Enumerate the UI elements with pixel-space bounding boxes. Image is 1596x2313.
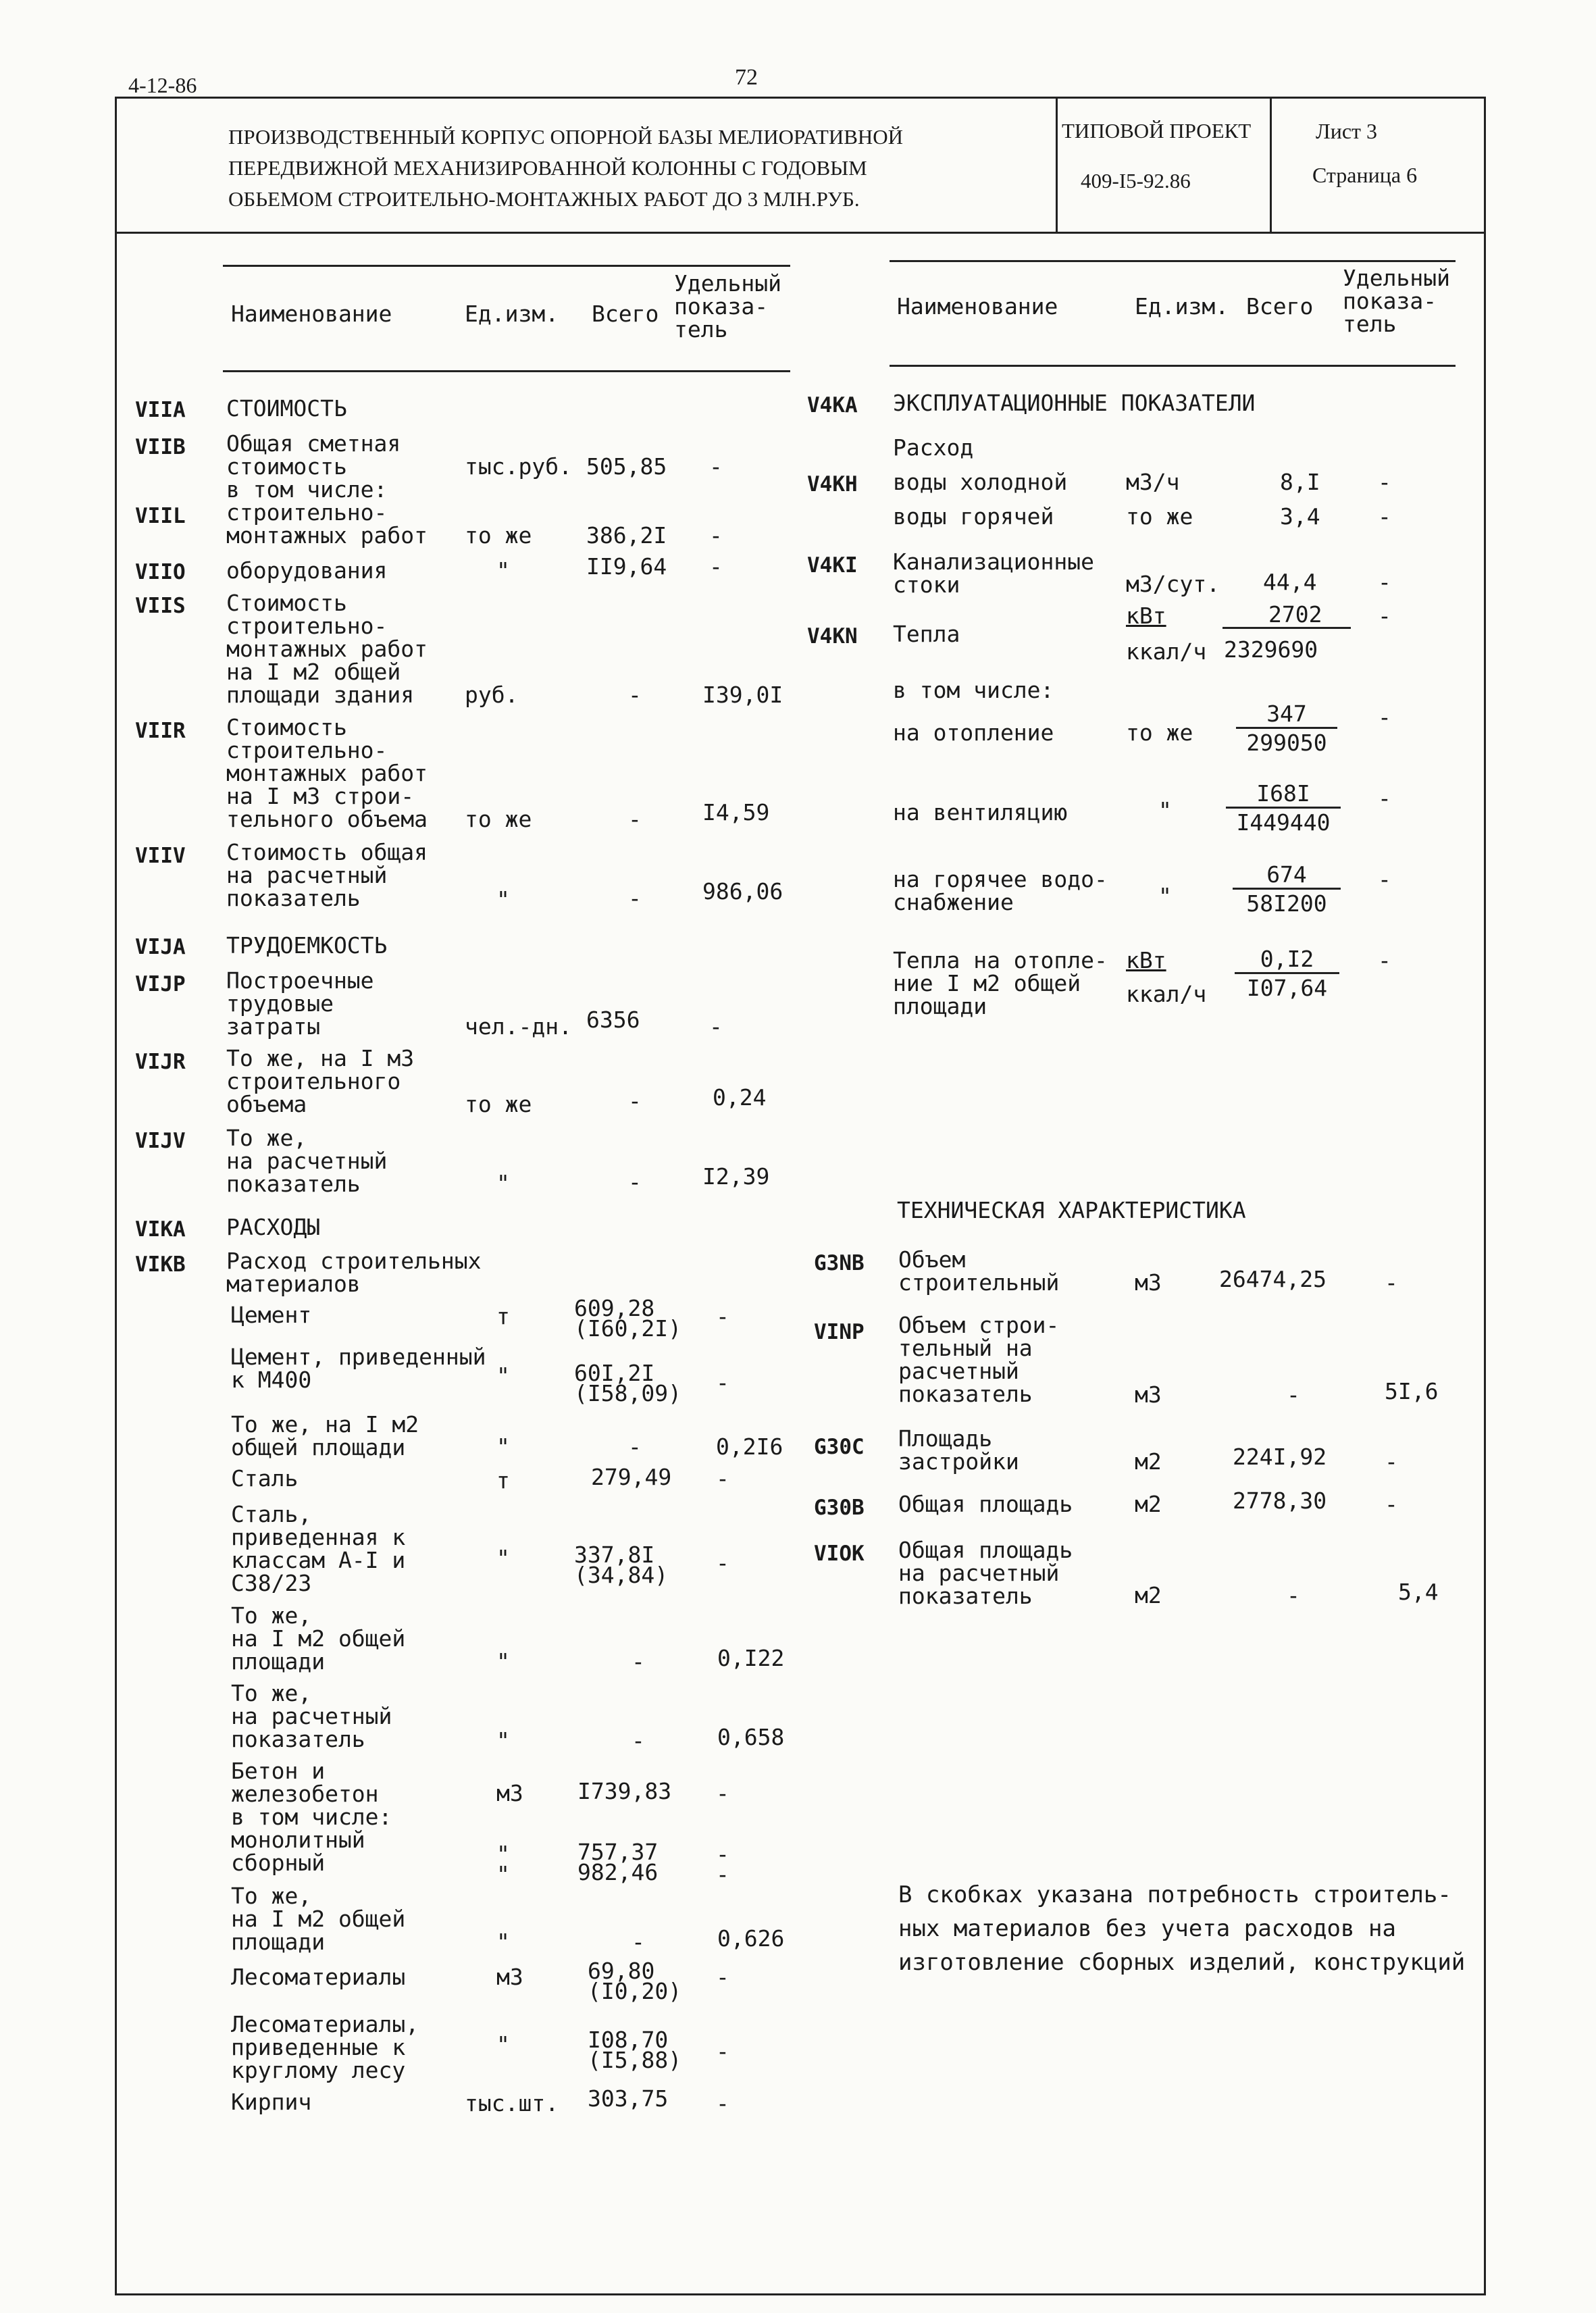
heat-fraction-line	[1222, 627, 1351, 629]
row-code: G30C	[814, 1435, 865, 1459]
material-specific: -	[716, 1465, 729, 1492]
row-code: VIIA	[135, 398, 186, 422]
material-total: I739,83 757,37 982,46	[577, 1778, 672, 1885]
vent-fraction	[1226, 782, 1341, 834]
material-unit: "	[496, 1727, 510, 1754]
row-total: 26474,25	[1219, 1266, 1327, 1292]
row-unit: то же	[465, 806, 532, 832]
row-unit: чел.-дн.	[465, 1013, 572, 1040]
material-total: 337,8I (34,84)	[574, 1542, 669, 1588]
material-unit: т	[496, 1467, 510, 1494]
page-number: 72	[735, 65, 758, 90]
row-code: G3NB	[814, 1251, 865, 1275]
material-specific: -	[716, 2090, 729, 2116]
row-name: на отопление	[893, 719, 1054, 746]
material-unit: м3 " "	[496, 1780, 523, 1887]
section-title: СТОИМОСТЬ	[226, 395, 347, 422]
row-unit: м3/ч	[1126, 469, 1180, 495]
vent-kcal: I449440	[1236, 809, 1331, 836]
row-unit: тыс.руб.	[465, 453, 572, 480]
row-total: -	[1287, 1381, 1300, 1408]
row-unit: "	[1158, 883, 1172, 909]
material-unit: т	[496, 1303, 510, 1329]
row-total: -	[628, 806, 642, 832]
row-specific: -	[1378, 704, 1391, 730]
row-specific: I39,0I	[702, 682, 783, 708]
heat-m2-kw: 0,I2	[1235, 948, 1339, 974]
left-header-name: Наименование	[231, 301, 392, 327]
material-specific: -	[716, 1369, 729, 1396]
row-name: Построечные трудовые затраты	[226, 967, 374, 1040]
row-specific: 5,4	[1398, 1579, 1439, 1605]
title-divider-2	[1270, 97, 1272, 232]
row-unit: м2	[1135, 1491, 1162, 1517]
row-total: II9,64	[586, 553, 667, 580]
heat-unit-kw: кВт	[1126, 603, 1166, 629]
material-unit: "	[496, 1648, 510, 1675]
material-total: 60I,2I (I58,09)	[574, 1360, 681, 1406]
row-code: VIIO	[135, 560, 186, 584]
row-specific: -	[1385, 1269, 1398, 1296]
material-name: Сталь, приведенная к классам А-I и С38/23	[231, 1501, 406, 1596]
row-unit: то же	[465, 522, 532, 549]
section-title: ЭКСПЛУАТАЦИОННЫЕ ПОКАЗАТЕЛИ	[893, 390, 1256, 416]
left-header-bottom-rule	[223, 370, 790, 372]
row-unit: "	[496, 1170, 510, 1196]
row-unit: руб.	[465, 682, 519, 708]
row-code: VINP	[814, 1320, 865, 1344]
row-code: VIIB	[135, 435, 186, 459]
row-name: Стоимость строительно- монтажных работ на I м3 строи- тельного объема	[226, 714, 428, 832]
material-specific: -	[716, 2038, 729, 2064]
right-header-top-rule	[890, 260, 1456, 262]
material-specific: -	[716, 1550, 729, 1576]
heating-kcal: 299050	[1246, 730, 1327, 756]
row-name: Стоимость общая на расчетный показатель	[226, 839, 428, 911]
row-code: VIJA	[135, 935, 186, 959]
row-name: Общая площадь	[898, 1491, 1073, 1517]
row-unit: м3/сут.	[1126, 571, 1220, 597]
row-unit: "	[496, 557, 510, 584]
project-number: 409-I5-92.86	[1081, 169, 1191, 193]
material-total: -	[632, 1929, 645, 1955]
row-code: V4KA	[807, 393, 858, 417]
row-total: -	[628, 1169, 642, 1195]
heat-m2-unit-kw: кВт	[1126, 947, 1166, 973]
material-name: Цемент	[231, 1302, 312, 1328]
right-header-bottom-rule	[890, 365, 1456, 367]
material-name: То же, на I м2 общей площади	[231, 1411, 419, 1460]
row-total: -	[628, 682, 642, 708]
right-header-specific: Удельный показа- тель	[1343, 265, 1450, 337]
material-total: -	[632, 1648, 645, 1675]
row-code: VIIV	[135, 844, 186, 868]
row-specific: I2,39	[702, 1163, 770, 1190]
row-code: VIIL	[135, 504, 186, 528]
row-name: Общая сметная стоимость в том числе:	[226, 430, 401, 503]
material-unit: "	[496, 1545, 510, 1571]
row-specific: -	[709, 553, 723, 580]
material-total: -	[628, 1433, 642, 1460]
row-unit: то же	[465, 1091, 532, 1117]
material-total: 303,75	[588, 2085, 669, 2112]
row-name: воды горячей	[893, 503, 1054, 530]
row-name: воды холодной	[893, 469, 1068, 495]
row-code: VIIS	[135, 594, 186, 618]
vent-kw: I68I	[1226, 782, 1341, 809]
material-name: То же, на расчетный показатель	[231, 1680, 392, 1752]
row-name: на вентиляцию	[893, 799, 1068, 825]
row-name: строительно- монтажных работ	[226, 499, 428, 549]
row-total: 3,4	[1280, 503, 1320, 530]
row-specific: -	[1385, 1491, 1398, 1517]
material-total: 279,49	[591, 1464, 672, 1490]
row-specific: -	[709, 453, 723, 480]
heat-m2-fraction	[1235, 948, 1339, 1000]
material-name: Цемент, приведенный к М400	[231, 1344, 486, 1393]
row-name: Объем строительный	[898, 1246, 1060, 1296]
row-name: Общая площадь на расчетный показатель	[898, 1537, 1073, 1609]
row-code: VIJR	[135, 1050, 186, 1074]
section-title: ТРУДОЕМКОСТЬ	[226, 932, 388, 959]
row-total: 224I,92	[1233, 1444, 1327, 1470]
material-total: I08,70 (I5,88)	[588, 2027, 682, 2073]
row-specific: -	[1378, 866, 1391, 892]
row-specific: -	[1378, 785, 1391, 811]
material-name: То же, на I м2 общей площади	[231, 1602, 406, 1675]
row-total: 6356	[586, 1007, 640, 1033]
section-title: РАСХОДЫ	[226, 1214, 321, 1240]
title-divider-1	[1056, 97, 1058, 232]
material-unit: тыс.шт.	[465, 2090, 559, 2116]
left-header-unit: Ед.изм.	[465, 301, 559, 327]
left-header-top-rule	[223, 265, 790, 267]
material-unit: "	[496, 1433, 510, 1460]
row-code: V4KH	[807, 472, 858, 497]
row-code: VIKA	[135, 1217, 186, 1242]
row-unit: м3	[1135, 1269, 1162, 1296]
row-specific: 5I,6	[1385, 1378, 1439, 1404]
row-name: Расход строительных материалов	[226, 1248, 482, 1297]
row-total: -	[1287, 1582, 1300, 1608]
material-total: 69,80 (I0,20)	[588, 1958, 682, 2004]
row-name: Тепла	[893, 621, 960, 647]
left-header-total: Всего	[592, 301, 659, 327]
row-unit: "	[1158, 797, 1172, 823]
material-name: Бетон и железобетон в том числе: монолитный сборный	[231, 1758, 392, 1876]
row-name: Стоимость строительно- монтажных работ на I м2 общей площади здания	[226, 590, 428, 708]
material-name: Лесоматериалы	[231, 1964, 406, 1990]
material-specific: 0,626	[717, 1925, 785, 1952]
row-specific: -	[1378, 947, 1391, 973]
material-specific: - - -	[716, 1780, 729, 1887]
row-name: То же, на I м3 строительного объема	[226, 1045, 415, 1117]
row-specific: 986,06	[702, 878, 783, 905]
row-code: VIJP	[135, 972, 186, 996]
row-unit: м3	[1135, 1381, 1162, 1408]
row-total: -	[628, 1088, 642, 1114]
row-specific: -	[1378, 569, 1391, 595]
row-specific: I4,59	[702, 799, 770, 825]
row-code: G30B	[814, 1496, 865, 1520]
heat-m2-unit-kcal: ккал/ч	[1126, 981, 1207, 1007]
material-name: Лесоматериалы, приведенные к круглому лесу	[231, 2011, 419, 2083]
hotwater-fraction	[1233, 863, 1341, 915]
doc-code: 4-12-86	[128, 73, 197, 97]
material-name: Сталь	[231, 1465, 299, 1492]
row-code: VIJV	[135, 1129, 186, 1153]
material-unit: "	[496, 2031, 510, 2058]
material-name: То же, на I м2 общей площади	[231, 1883, 406, 1955]
row-code: VIKB	[135, 1252, 186, 1277]
right-header-unit: Ед.изм.	[1135, 293, 1229, 320]
heat-unit-kcal: ккал/ч	[1126, 638, 1207, 665]
hotwater-kw: 674	[1233, 863, 1341, 890]
row-specific: -	[709, 522, 723, 549]
heating-kw: 347	[1236, 703, 1337, 729]
left-header-specific: Удельный показа- тель	[674, 270, 781, 342]
row-specific: -	[1378, 603, 1391, 629]
material-total: -	[632, 1727, 645, 1754]
row-unit: "	[496, 886, 510, 913]
heat-total-kcal: 2329690	[1224, 636, 1318, 663]
row-name: Площадь застройки	[898, 1425, 1019, 1475]
row-specific: 0,24	[713, 1084, 767, 1111]
row-total: 386,2I	[586, 522, 667, 549]
row-total: 505,85	[586, 453, 667, 480]
row-unit: м2	[1135, 1448, 1162, 1475]
row-name: Объем строи- тельный на расчетный показатель	[898, 1312, 1060, 1407]
footnote: В скобках указана потребность строитель- ных материалов без учета расходов на изготовление сборных изделий, конструкций	[898, 1881, 1466, 1976]
material-total: 609,28 (I60,2I)	[574, 1295, 681, 1342]
material-unit: "	[496, 1363, 510, 1389]
row-name: в том числе:	[893, 677, 1054, 703]
row-name: Тепла на отопле- ние I м2 общей площади	[893, 947, 1108, 1019]
title-block-bottom-line	[115, 232, 1486, 234]
page-label: Страница 6	[1312, 163, 1418, 187]
right-header-name: Наименование	[897, 293, 1058, 320]
material-specific: 0,658	[717, 1724, 785, 1750]
heating-fraction	[1236, 703, 1337, 755]
row-code: V4KN	[807, 624, 858, 649]
material-specific: 0,I22	[717, 1645, 785, 1671]
row-code: VIOK	[814, 1542, 865, 1566]
row-total: -	[628, 885, 642, 911]
row-total: 2778,30	[1233, 1488, 1327, 1514]
hotwater-kcal: 58I200	[1246, 890, 1327, 917]
material-specific: 0,2I6	[716, 1433, 783, 1460]
row-code: V4KI	[807, 553, 858, 578]
row-unit: то же	[1126, 503, 1193, 530]
heat-m2-kcal: I07,64	[1246, 975, 1328, 1001]
row-specific: -	[709, 1013, 723, 1040]
material-specific: -	[716, 1303, 729, 1329]
material-unit: "	[496, 1929, 510, 1955]
material-unit: м3	[496, 1964, 523, 1990]
row-specific: -	[1378, 469, 1391, 495]
row-name: Канализационные стоки	[893, 549, 1095, 598]
document-title: ПРОИЗВОДСТВЕННЫЙ КОРПУС ОПОРНОЙ БАЗЫ МЕЛИОРАТИВНОЙ ПЕРЕДВИЖНОЙ МЕХАНИЗИРОВАННОЙ КОЛОННЫ С ГОДОВЫМ ОБЬЕМОМ СТРОИТЕЛЬНО-МОНТАЖНЫХ РАБОТ ДО 3 МЛН.РУБ.	[228, 125, 904, 211]
row-unit: то же	[1126, 719, 1193, 746]
row-total: 8,I	[1280, 469, 1320, 495]
row-specific: -	[1378, 503, 1391, 530]
heat-total-kw: 2702	[1268, 601, 1322, 628]
material-specific: -	[716, 1964, 729, 1990]
section-title: ТЕХНИЧЕСКАЯ ХАРАКТЕРИСТИКА	[897, 1197, 1246, 1223]
row-name: оборудования	[226, 557, 388, 584]
right-header-total: Всего	[1246, 293, 1314, 320]
row-total: 44,4	[1263, 569, 1317, 595]
row-code: VIIR	[135, 719, 186, 743]
sheet-label: Лист 3	[1316, 119, 1378, 143]
row-name: Расход	[893, 434, 974, 461]
project-label: ТИПОВОЙ ПРОЕКТ	[1062, 119, 1252, 143]
row-specific: -	[1385, 1448, 1398, 1475]
row-unit: м2	[1135, 1582, 1162, 1608]
material-name: Кирпич	[231, 2089, 312, 2115]
row-name: То же, на расчетный показатель	[226, 1125, 388, 1197]
row-name: на горячее водо- снабжение	[893, 866, 1108, 915]
